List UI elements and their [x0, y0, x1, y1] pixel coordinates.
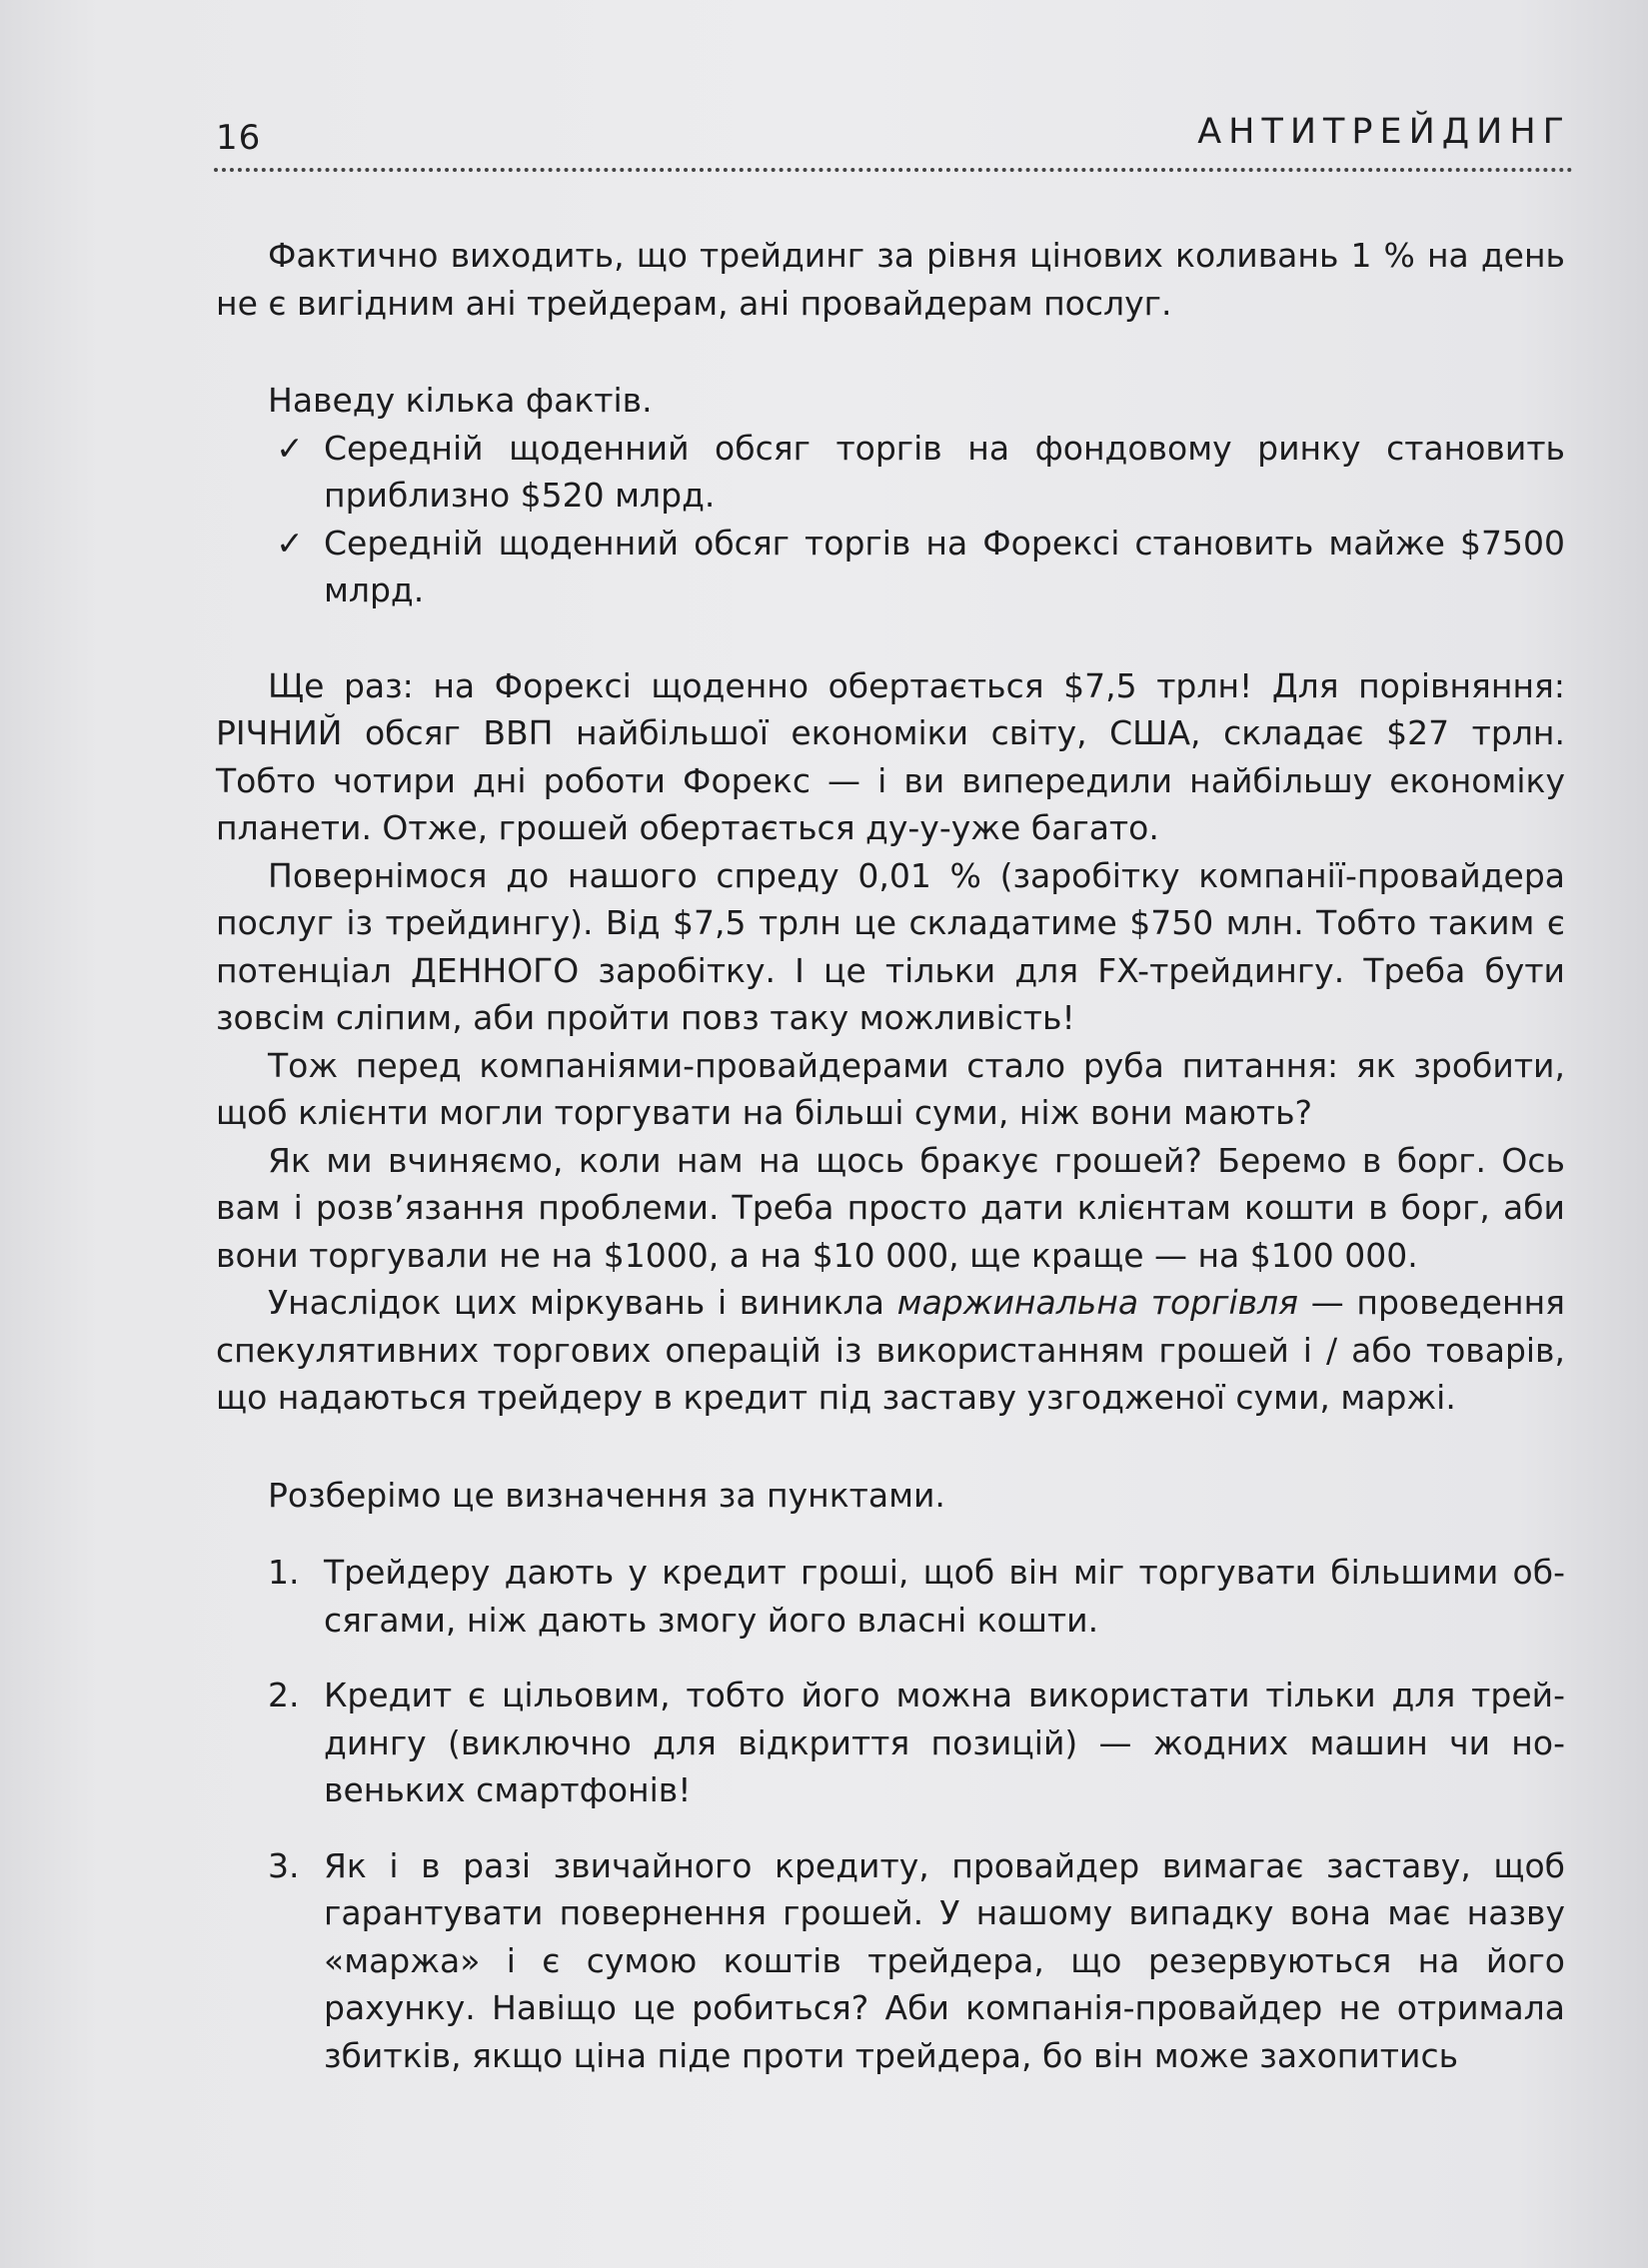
point-text: Як і в разі звичайного кредиту, провайдер вимагає заставу, щоб гарантувати повернення грошей. У нашому випадку вона має назву «маржа» і є сумою коштів трейдера, що резервуються на його рахунку. Навіщо це робиться? Аби компанія-провайдер не отримала збитків, якщо ціна піде проти трейдера, бо він може захопитись — [324, 1845, 1565, 2075]
paragraph-forex: Ще раз: на Форексі щоденно обертається $7,5 трлн! Для порівняння: РІЧНИЙ обсяг ВВП найбільшої економіки світу, США, складає $27 трлн. Тобто чотири дні роботи Форекс — і ви випередили найбільшу економіку планети. Отже, грошей обертається ду-у-уже багато. — [216, 665, 1565, 847]
list-item — [216, 1672, 1565, 1814]
paragraph-intro: Фактично виходить, що трейдинг за рівня цінових коливань 1 % на день не є вигідним ані трейдерам, ані провайдерам послуг. — [216, 236, 1565, 323]
list-item — [216, 520, 1565, 614]
point-number: 2. — [268, 1676, 300, 1714]
list-item — [216, 1549, 1565, 1644]
point-number: 3. — [268, 1845, 300, 1885]
running-title: АНТИТРЕЙДИНГ — [1197, 112, 1571, 152]
term-margin-trading: маржинальна торгівля — [896, 1283, 1299, 1322]
points-intro: Розберімо це визначення за пунктами. — [268, 1475, 945, 1515]
list-item-text: Середній щоденний обсяг торгів на фондовому ринку становить приблизно $520 млрд. — [324, 428, 1565, 515]
page-header — [216, 112, 1571, 164]
list-item — [216, 425, 1565, 520]
definition-points — [216, 1549, 1565, 2079]
facts-intro: Наведу кілька фактів. — [268, 381, 653, 420]
paragraph-spread: Повернімося до нашого спреду 0,01 % (заробітку компанії-провайдера послуг із трейдингу). Від $7,5 трлн це складатиме $750 млн. Тобто таким є потенціал ДЕННОГО заробітку. І це тільки для FX-трейдингу. Треба бути зовсім сліпим, аби пройти повз таку можливість! — [216, 855, 1565, 1037]
point-text: Кредит є цільовим, тобто його можна використати тільки для трейдингу (виключно для відкриття позицій) — жодних машин чи новеньких смартфонів! — [324, 1676, 1565, 1809]
definition-lead: Унаслідок цих міркувань і виникла — [268, 1283, 897, 1322]
page-body — [216, 232, 1565, 2107]
page-number: 16 — [216, 118, 262, 158]
list-item — [216, 1842, 1565, 2080]
list-item-text: Середній щоденний обсяг торгів на Форексі становить майже $7500 млрд. — [324, 523, 1565, 609]
header-dotted-rule — [214, 168, 1573, 172]
point-text: Трейдеру дають у кредит гроші, щоб він міг торгувати більшими обсягами, ніж дають змогу його власні кошти. — [324, 1553, 1565, 1640]
check-icon: ✓ — [276, 523, 304, 563]
facts-list — [216, 425, 1565, 614]
paragraph-borrow: Як ми вчиняємо, коли нам на щось бракує грошей? Беремо в борг. Ось вам і розв’язання проблеми. Треба просто дати клієнтам кошти в борг, аби вони торгували не на $1000, а на $10 000, ще краще — на $100 000. — [216, 1140, 1565, 1275]
paragraph-question: Тож перед компаніями-провайдерами стало руба питання: як зробити, щоб клієнти могли торгувати на більші суми, ніж вони мають? — [216, 1045, 1565, 1132]
check-icon: ✓ — [276, 428, 304, 468]
point-number: 1. — [268, 1553, 300, 1592]
definition-rest: — проведення спекулятивних торгових операцій із використанням грошей і / або товарів, що надаються трейдеру в кредит під заставу узгодженої суми, маржі. — [216, 1283, 1565, 1417]
paragraph-margin-definition — [216, 1279, 1565, 1422]
